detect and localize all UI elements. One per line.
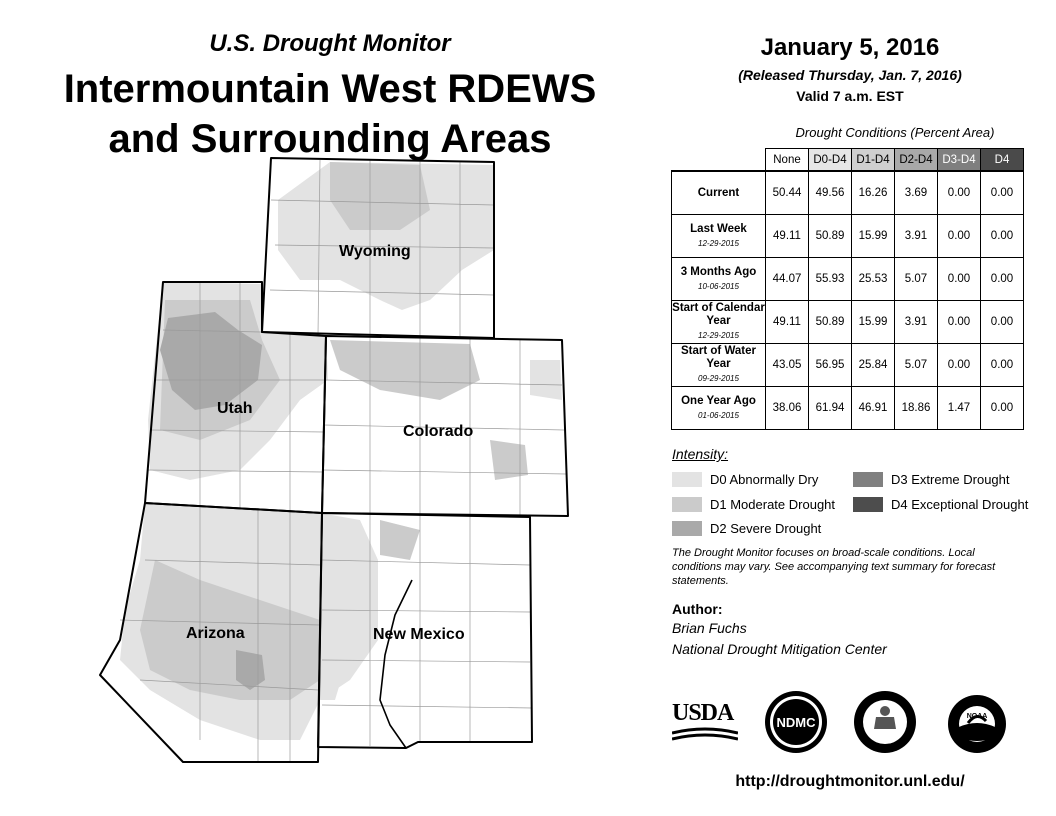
legend-swatch-d1 [672, 497, 702, 512]
legend-item-d1: D1 Moderate Drought [672, 497, 835, 512]
row-label: One Year Ago 01-06-2015 [672, 387, 766, 430]
legend-swatch-d2 [672, 521, 702, 536]
cell: 43.05 [766, 344, 809, 387]
cell: 0.00 [938, 215, 981, 258]
cell: 18.86 [895, 387, 938, 430]
cell: 5.07 [895, 258, 938, 301]
table-row [672, 387, 1024, 430]
table-row [672, 215, 1024, 258]
corner-cell [672, 149, 766, 172]
row-date: 10-06-2015 [698, 281, 739, 291]
legend-item-d2: D2 Severe Drought [672, 521, 821, 536]
state-label-new-mexico: New Mexico [373, 626, 465, 643]
cell: 15.99 [852, 215, 895, 258]
cell: 50.89 [809, 301, 852, 344]
col-none: None [766, 149, 809, 172]
row-date: 12-29-2015 [698, 238, 739, 248]
table-row [672, 258, 1024, 301]
cell: 16.26 [852, 171, 895, 215]
cell: 0.00 [938, 258, 981, 301]
cell: 5.07 [895, 344, 938, 387]
table-row [672, 301, 1024, 344]
cell: 38.06 [766, 387, 809, 430]
cell: 0.00 [981, 171, 1024, 215]
valid-time: Valid 7 a.m. EST [796, 88, 904, 104]
release-date: (Released Thursday, Jan. 7, 2016) [738, 67, 962, 83]
author-heading: Author: [672, 601, 723, 617]
row-date: 09-29-2015 [698, 374, 739, 383]
map-subtitle: U.S. Drought Monitor [209, 30, 451, 57]
map-title-line2: and Surrounding Areas [108, 117, 552, 161]
website-url[interactable]: http://droughtmonitor.unl.edu/ [735, 773, 965, 790]
ndmc-logo-text: NDMC [776, 715, 816, 730]
legend-title: Intensity: [672, 446, 729, 462]
cell: 3.69 [895, 171, 938, 215]
cell: 55.93 [809, 258, 852, 301]
cell: 0.00 [938, 171, 981, 215]
table-row [672, 171, 1024, 215]
drought-map [95, 150, 575, 770]
cell: 50.44 [766, 171, 809, 215]
state-label-colorado: Colorado [403, 423, 474, 440]
col-d0-d4: D0-D4 [809, 149, 852, 172]
cell: 50.89 [809, 215, 852, 258]
cell: 49.56 [809, 171, 852, 215]
state-label-wyoming: Wyoming [339, 243, 411, 260]
commerce-seal-logo [852, 689, 918, 755]
conditions-header-row [672, 149, 1024, 172]
cell: 0.00 [981, 301, 1024, 344]
row-date: 12-29-2015 [698, 331, 739, 340]
cell: 56.95 [809, 344, 852, 387]
ndmc-logo [763, 689, 829, 755]
row-label: 3 Months Ago 10-06-2015 [672, 258, 766, 301]
cell: 25.53 [852, 258, 895, 301]
cell: 44.07 [766, 258, 809, 301]
state-label-arizona: Arizona [186, 625, 245, 642]
row-date: 01-06-2015 [698, 410, 739, 420]
legend-swatch-d3 [853, 472, 883, 487]
cell: 3.91 [895, 215, 938, 258]
state-label-utah: Utah [217, 400, 253, 417]
cell: 3.91 [895, 301, 938, 344]
cell: 0.00 [938, 301, 981, 344]
conditions-table-title: Drought Conditions (Percent Area) [795, 125, 995, 140]
cell: 0.00 [981, 387, 1024, 430]
cell: 25.84 [852, 344, 895, 387]
author-name: Brian Fuchs [672, 620, 747, 636]
map-title [20, 64, 640, 164]
usda-swoosh-icon [672, 727, 738, 747]
cell: 46.91 [852, 387, 895, 430]
cell: 61.94 [809, 387, 852, 430]
cell: 15.99 [852, 301, 895, 344]
legend-item-d0: D0 Abnormally Dry [672, 472, 818, 487]
map-title-line1: Intermountain West RDEWS [63, 67, 597, 111]
row-label: Current [672, 171, 766, 215]
cell: 0.00 [981, 215, 1024, 258]
noaa-logo [946, 693, 1008, 755]
legend-item-d4: D4 Exceptional Drought [853, 497, 1028, 512]
col-d3-d4: D3-D4 [938, 149, 981, 172]
legend-item-d3: D3 Extreme Drought [853, 472, 1010, 487]
author-org: National Drought Mitigation Center [672, 641, 887, 657]
cell: 0.00 [981, 258, 1024, 301]
disclaimer-note: The Drought Monitor focuses on broad-scale conditions. Local conditions may vary. See accompanying text summary for forecast statements. [672, 547, 996, 587]
conditions-table [671, 148, 1024, 430]
col-d2-d4: D2-D4 [895, 149, 938, 172]
map-date: January 5, 2016 [760, 34, 940, 61]
row-label: Last Week 12-29-2015 [672, 215, 766, 258]
cell: 49.11 [766, 215, 809, 258]
cell: 49.11 [766, 301, 809, 344]
legend-swatch-d0 [672, 472, 702, 487]
col-d4: D4 [981, 149, 1024, 172]
row-label: Start of Water Year 09-29-2015 [672, 344, 766, 387]
legend-swatch-d4 [853, 497, 883, 512]
noaa-logo-text: NOAA [966, 713, 988, 720]
cell: 0.00 [938, 344, 981, 387]
usda-logo: USDA [672, 700, 738, 750]
table-row [672, 344, 1024, 387]
row-label: Start of Calendar Year 12-29-2015 [672, 301, 766, 344]
col-d1-d4: D1-D4 [852, 149, 895, 172]
cell: 0.00 [981, 344, 1024, 387]
cell: 1.47 [938, 387, 981, 430]
